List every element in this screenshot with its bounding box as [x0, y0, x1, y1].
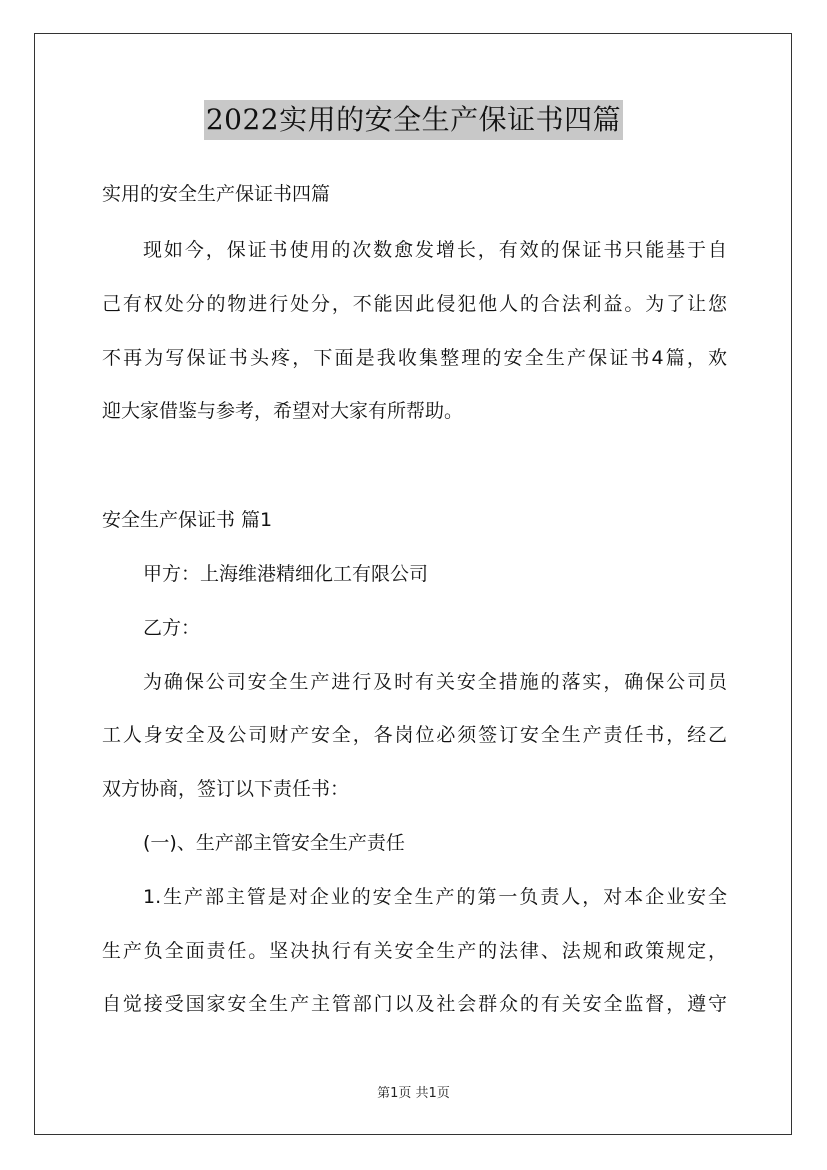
page-number: 第1页 共1页 — [377, 1086, 450, 1101]
clause-line: 1.生产部主管是对企业的安全生产的第一负责人，对本企业安全 — [143, 886, 727, 908]
party-b: 乙方： — [143, 617, 201, 639]
clause-heading: (一)、生产部主管安全生产责任 — [143, 832, 405, 854]
intro-line: 己有权处分的物进行处分，不能因此侵犯他人的合法利益。为了让您 — [102, 293, 727, 315]
intro-line: 不再为写保证书头疼，下面是我收集整理的安全生产保证书4篇，欢 — [102, 347, 727, 369]
clause-line: 自觉接受国家安全生产主管部门以及社会群众的有关安全监督，遵守 — [102, 993, 727, 1015]
purpose-line: 双方协商，签订以下责任书： — [102, 778, 350, 800]
clause-line: 生产负全面责任。坚决执行有关安全生产的法律、法规和政策规定， — [102, 940, 727, 962]
title-container — [0, 100, 827, 140]
intro-line: 迎大家借鉴与参考，希望对大家有所帮助。 — [102, 400, 464, 422]
intro-line: 现如今，保证书使用的次数愈发增长，有效的保证书只能基于自 — [143, 239, 727, 261]
section-heading: 安全生产保证书 篇1 — [102, 509, 273, 531]
purpose-line: 工人身安全及公司财产安全，各岗位必须签订安全生产责任书，经乙 — [102, 724, 727, 746]
document-title: 2022实用的安全生产保证书四篇 — [204, 100, 623, 140]
page-footer — [0, 1082, 827, 1101]
party-a: 甲方：上海维港精细化工有限公司 — [143, 563, 429, 585]
document-subtitle: 实用的安全生产保证书四篇 — [102, 183, 331, 205]
purpose-line: 为确保公司安全生产进行及时有关安全措施的落实，确保公司员 — [143, 671, 727, 693]
